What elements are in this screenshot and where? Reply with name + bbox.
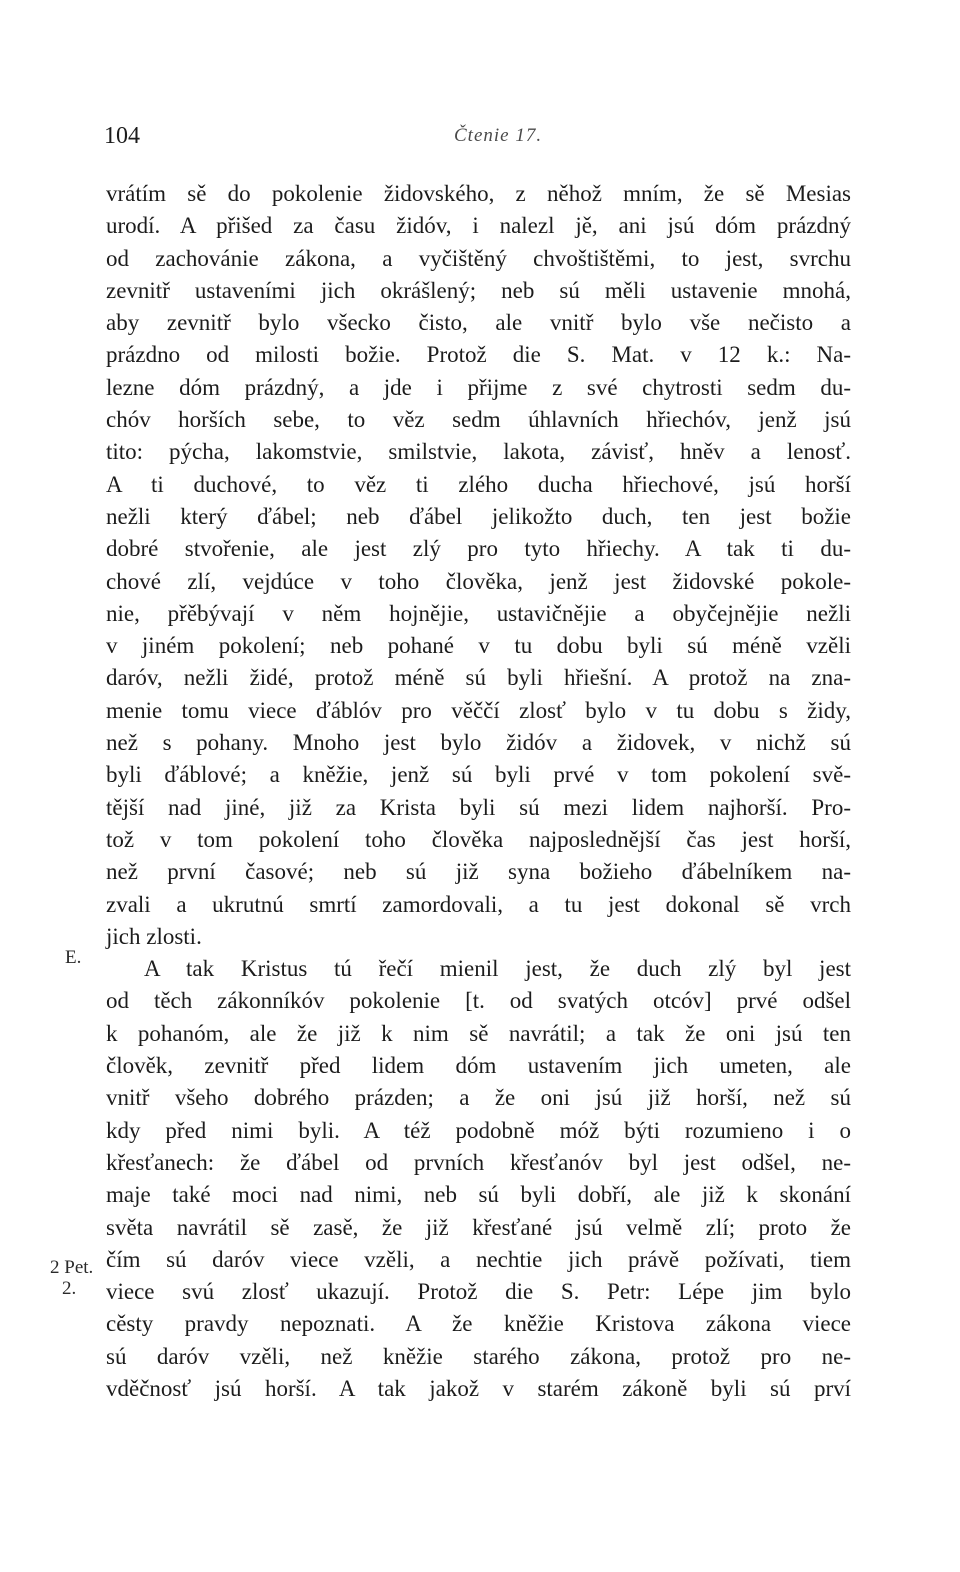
text-line: vrátím sě do pokolenie židovského, z něhož mním, že sě Mesias: [106, 181, 851, 206]
text-line: prázdno od milosti božie. Protož die S. Mat. v 12 k.: Na-: [106, 342, 851, 368]
running-head: Čtenie 17.: [454, 125, 543, 146]
text-line: v jiném pokolení; neb pohané v tu dobu byli sú méně vzěli: [106, 633, 851, 659]
margin-note-e: E.: [65, 947, 82, 968]
text-line: k pohanóm, ale že již k nim sě navrátil; a tak že oni jsú ten: [106, 1020, 851, 1046]
text-line: křesťanech: že ďábel od prvních křesťanóv byl jest odšel, ne-: [106, 1149, 851, 1175]
text-line: tější nad jiné, již za Krista byli sú mezi lidem najhorší. Pro-: [106, 794, 851, 820]
text-line: vděčnosť jsú horší. A tak jakož v starém zákoně byli sú prví: [106, 1375, 851, 1401]
text-line: člověk, zevnitř před lidem dóm ustavením jich umeten, ale: [106, 1053, 851, 1079]
margin-note-pet-chapter: 2.: [62, 1278, 77, 1299]
text-line: chové zlí, vejdúce v toho člověka, jenž jest židovské pokole-: [106, 568, 851, 594]
text-line: čím sú daróv viece vzěli, a nechtie jich právě požívati, tiem: [106, 1246, 851, 1272]
text-line: než s pohany. Mnoho jest bylo židóv a židovek, v nichž sú: [106, 730, 851, 756]
margin-note-pet-reference: 2 Pet.: [50, 1257, 94, 1278]
text-line: viece svú zlosť ukazují. Protož die S. Petr: Lépe jim bylo: [106, 1279, 851, 1305]
text-line: nežli který ďábel; neb ďábel jelikožto duch, ten jest božie: [106, 503, 851, 529]
text-line: cěsty pravdy nepoznati. A že kněžie Kristova zákona viece: [106, 1311, 851, 1337]
text-line: sú daróv vzěli, než kněžie starého zákona, protož pro ne-: [106, 1343, 851, 1369]
text-line: zevnitř ustaveními jich okrášlený; neb sú měli ustavenie mnohá,: [106, 277, 851, 303]
text-line: lezne dóm prázdný, a jde i přijme z své chytrosti sedm du-: [106, 374, 851, 400]
text-line: od zachovánie zákona, a vyčištěný chvoštištěmi, to jest, svrchu: [106, 245, 851, 271]
text-line: tož v tom pokolení toho člověka najposlednější čas jest horší,: [106, 826, 851, 852]
text-line: A tak Kristus tú řečí mienil jest, že duch zlý byl jest: [144, 956, 851, 982]
text-line: maje také moci nad nimi, neb sú byli dobří, ale již k skonání: [106, 1182, 851, 1208]
text-line: jich zlosti.: [106, 923, 202, 949]
text-line: nie, přěbývají v něm hojnějie, ustavičnějie a obyčejnějie nežli: [106, 600, 851, 626]
text-line: vnitř všeho dobrého prázden; a že oni jsú již horší, než sú: [106, 1085, 851, 1111]
text-line: než první časové; neb sú již syna božieho ďábelníkem na-: [106, 859, 851, 885]
text-line: menie tomu viece ďáblóv pro věččí zlosť bylo v tu dobu s židy,: [106, 697, 851, 723]
text-line: chóv horších sebe, to věz sedm úhlavních hřiechóv, jenž jsú: [106, 407, 851, 433]
text-line: od těch zákonníkóv pokolenie [t. od svatých otcóv] prvé odšel: [106, 988, 851, 1014]
text-line: urodí. A přišed za času židóv, i nalezl jě, ani jsú dóm prázdný: [106, 213, 851, 239]
text-line: dobré stvořenie, ale jest zlý pro tyto hřiechy. A tak ti du-: [106, 536, 851, 562]
text-line: světa navrátil sě zasě, že již křesťané jsú velmě zlí; proto že: [106, 1214, 851, 1240]
text-line: A ti duchové, to věz ti zlého ducha hřiechové, jsú horší: [106, 471, 851, 497]
text-line: aby zevnitř bylo všecko čisto, ale vnitř bylo vše nečisto a: [106, 310, 851, 336]
text-line: daróv, nežli židé, protož méně sú byli hřiešní. A protož na zna-: [106, 665, 851, 691]
page-number: 104: [104, 123, 140, 149]
text-line: tito: pýcha, lakomstvie, smilstvie, lakota, závisť, hněv a lenosť.: [106, 439, 851, 465]
text-line: kdy před nimi byli. A též podobně móž býti rozumieno i o: [106, 1117, 851, 1143]
text-line: byli ďáblové; a kněžie, jenž sú byli prvé v tom pokolení svě-: [106, 762, 851, 788]
text-line: zvali a ukrutnú smrtí zamordovali, a tu jest dokonal sě vrch: [106, 891, 851, 917]
body-text: [106, 178, 851, 1405]
